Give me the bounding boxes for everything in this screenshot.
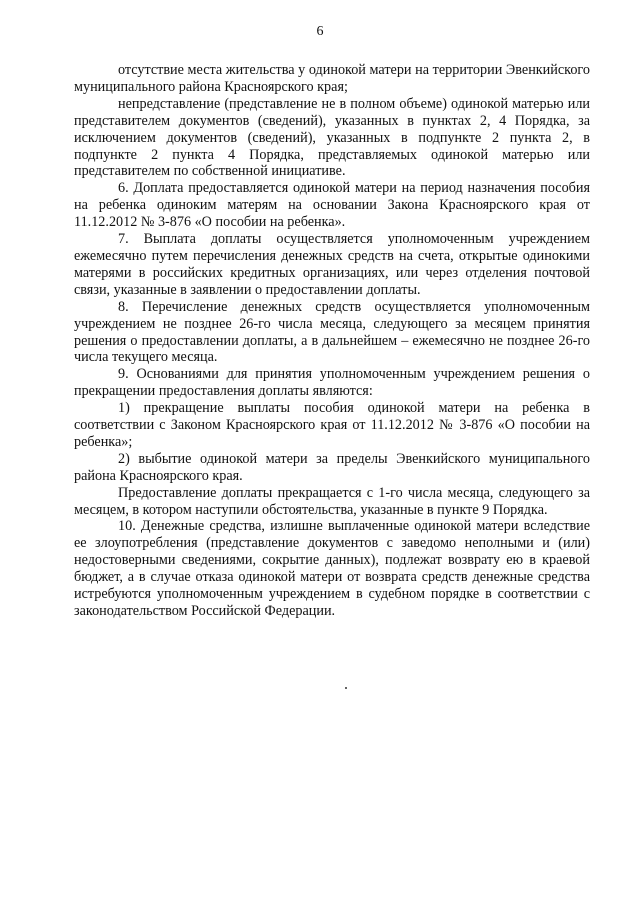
- paragraph-termination-date: Предоставление доплаты прекращается с 1-го числа месяца, следующего за месяцем, в котором наступили обстоятельства, указанные в пункте 9 Порядка.: [74, 484, 590, 518]
- paragraph-item-9-sub-1: 1) прекращение выплаты пособия одинокой матери на ребенка в соответствии с Законом Красноярского края от 11.12.2012 № 3-876 «О пособии на ребенка»;: [74, 400, 590, 450]
- scan-speck: [345, 687, 347, 689]
- paragraph-documents-nonsubmission: непредставление (представление не в полном объеме) одинокой матерью или представителем документов (сведений), указанных в пунктах 2, 4 Порядка, за исключением документов (сведений), указанных в подпункте 2 пункта 2, в подпункте 2 пункта 4 Порядка, представляемых одинокой матерью или представителем по собственной инициативе.: [74, 95, 590, 180]
- paragraph-item-7: 7. Выплата доплаты осуществляется уполномоченным учреждением ежемесячно путем перечисления денежных средств на счета, открытые одинокими матерями в российских кредитных организациях, или через отделения почтовой связи, указанные в заявлении о предоставлении доплаты.: [74, 231, 590, 298]
- document-body: [74, 62, 590, 620]
- paragraph-item-10: 10. Денежные средства, излишне выплаченные одинокой матери вследствие ее злоупотребления (представление документов с заведомо неполными и (или) недостоверными сведениями, сокрытие данных), подлежат возврату ею в краевой бюджет, а в случае отказа одинокой матери от возврата средств денежные средства истребуются уполномоченным учреждением в судебном порядке в соответствии с законодательством Российской Федерации.: [74, 518, 590, 619]
- page-number: 6: [316, 24, 324, 39]
- paragraph-item-9-sub-2: 2) выбытие одинокой матери за пределы Эвенкийского муниципального района Красноярского края.: [74, 450, 590, 484]
- paragraph-item-6: 6. Доплата предоставляется одинокой матери на период назначения пособия на ребенка одиноким матерям на основании Закона Красноярского края от 11.12.2012 № 3-876 «О пособии на ребенка».: [74, 180, 590, 231]
- paragraph-residence-absence: отсутствие места жительства у одинокой матери на территории Эвенкийского муниципального района Красноярского края;: [74, 62, 590, 95]
- paragraph-item-9: 9. Основаниями для принятия уполномоченным учреждением решения о прекращении предоставления доплаты являются:: [74, 366, 590, 400]
- paragraph-item-8: 8. Перечисление денежных средств осуществляется уполномоченным учреждением не позднее 26-го числа месяца, следующего за месяцем принятия решения о предоставлении доплаты, а в дальнейшем – ежемесячно не позднее 26-го числа текущего месяца.: [74, 298, 590, 366]
